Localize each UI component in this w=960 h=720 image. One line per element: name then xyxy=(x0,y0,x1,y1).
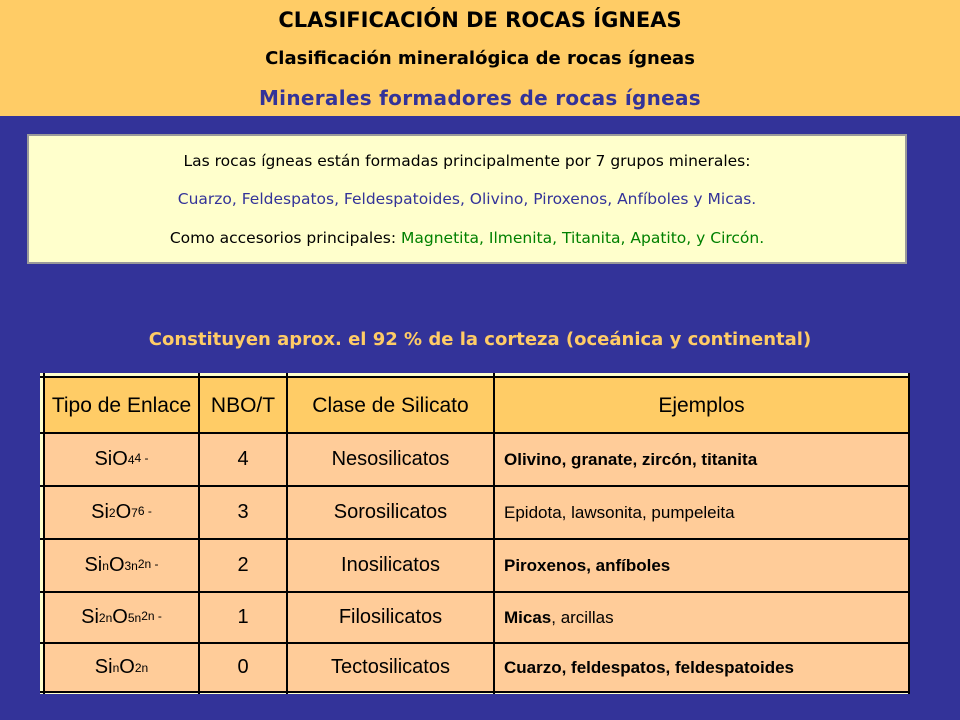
header-clase-silicato: Clase de Silicato xyxy=(288,378,493,432)
examples-bold: Piroxenos, anfíboles xyxy=(504,555,671,575)
examples-cell xyxy=(495,434,908,485)
examples-text: , arcillas xyxy=(551,607,614,627)
table-gridline-horizontal xyxy=(40,376,910,378)
table-gridline-horizontal xyxy=(40,432,910,434)
nbo-value: 4 xyxy=(200,434,286,485)
table-gridline-vertical xyxy=(286,373,288,694)
examples-bold: Micas xyxy=(504,607,552,627)
silicate-class: Inosilicatos xyxy=(288,540,493,591)
formula-base: O xyxy=(119,656,135,678)
header-ejemplos: Ejemplos xyxy=(495,378,908,432)
examples-cell xyxy=(495,487,908,538)
formula-base: SiO xyxy=(94,448,128,470)
examples-cell xyxy=(495,593,908,642)
formula-base: Si xyxy=(81,606,99,628)
examples-bold: Cuarzo, feldespatos, feldespatoides xyxy=(504,657,795,677)
formula-cell: SiO 4 $^{4 -}$ xyxy=(45,434,198,485)
accessories-label: Como accesorios principales: xyxy=(169,229,397,247)
mineral-groups-box xyxy=(27,134,907,264)
table-gridline-vertical xyxy=(493,373,495,694)
table-gridline-vertical xyxy=(908,373,910,694)
page-title: CLASIFICACIÓN DE ROCAS ÍGNEAS xyxy=(278,8,682,32)
formula-base: Si xyxy=(94,656,113,678)
formula-cell: Si n O 3n $^{2n -}$ xyxy=(45,540,198,591)
table-gridline-horizontal xyxy=(40,691,910,693)
header-nbo-t: NBO/T xyxy=(200,378,286,432)
page-subtitle: Clasificación mineralógica de rocas ígneas xyxy=(265,48,695,69)
nbo-value: 2 xyxy=(200,540,286,591)
crust-percentage-note: Constituyen aprox. el 92 % de la corteza (oceánica y continental) xyxy=(148,329,812,350)
silicate-class: Filosilicatos xyxy=(288,593,493,642)
formula-cell: Si 2 O 7 $^{6 -}$ xyxy=(45,487,198,538)
examples-cell xyxy=(495,644,908,691)
formula-base: Si xyxy=(91,501,109,523)
nbo-value: 0 xyxy=(200,644,286,691)
silicate-table xyxy=(40,373,910,694)
header-banner xyxy=(0,0,960,116)
formula-base: O xyxy=(115,501,132,523)
table-gridline-vertical xyxy=(198,373,200,694)
nbo-value: 1 xyxy=(200,593,286,642)
table-gridline-horizontal xyxy=(40,642,910,644)
accessories-list: Magnetita, Ilmenita, Titanita, Apatito, y Circón. xyxy=(401,229,765,247)
section-title: Minerales formadores de rocas ígneas xyxy=(258,86,702,110)
table-gridline-horizontal xyxy=(40,538,910,540)
examples-cell xyxy=(495,540,908,591)
silicate-class: Sorosilicatos xyxy=(288,487,493,538)
info-line-1: Las rocas ígneas están formadas principalmente por 7 grupos minerales: xyxy=(183,152,751,170)
silicate-class: Nesosilicatos xyxy=(288,434,493,485)
formula-base: O xyxy=(112,606,128,628)
formula-base: Si xyxy=(84,554,103,576)
formula-cell: Si 2n O 5n $^{2n -}$ xyxy=(45,593,198,642)
formula-cell: Si n O 2n xyxy=(45,644,198,691)
examples-text: Epidota, lawsonita, pumpeleita xyxy=(504,502,735,522)
info-line-3 xyxy=(29,229,905,247)
formula-base: O xyxy=(108,554,125,576)
nbo-value: 3 xyxy=(200,487,286,538)
table-gridline-horizontal xyxy=(40,485,910,487)
silicate-class: Tectosilicatos xyxy=(288,644,493,691)
table-gridline-vertical xyxy=(43,373,45,694)
examples-bold: Olivino, granate, zircón, titanita xyxy=(504,449,758,469)
info-line-2: Cuarzo, Feldespatos, Feldespatoides, Olivino, Piroxenos, Anfíboles y Micas. xyxy=(177,190,757,208)
header-tipo-enlace: Tipo de Enlace xyxy=(45,378,198,432)
table-gridline-horizontal xyxy=(40,591,910,593)
